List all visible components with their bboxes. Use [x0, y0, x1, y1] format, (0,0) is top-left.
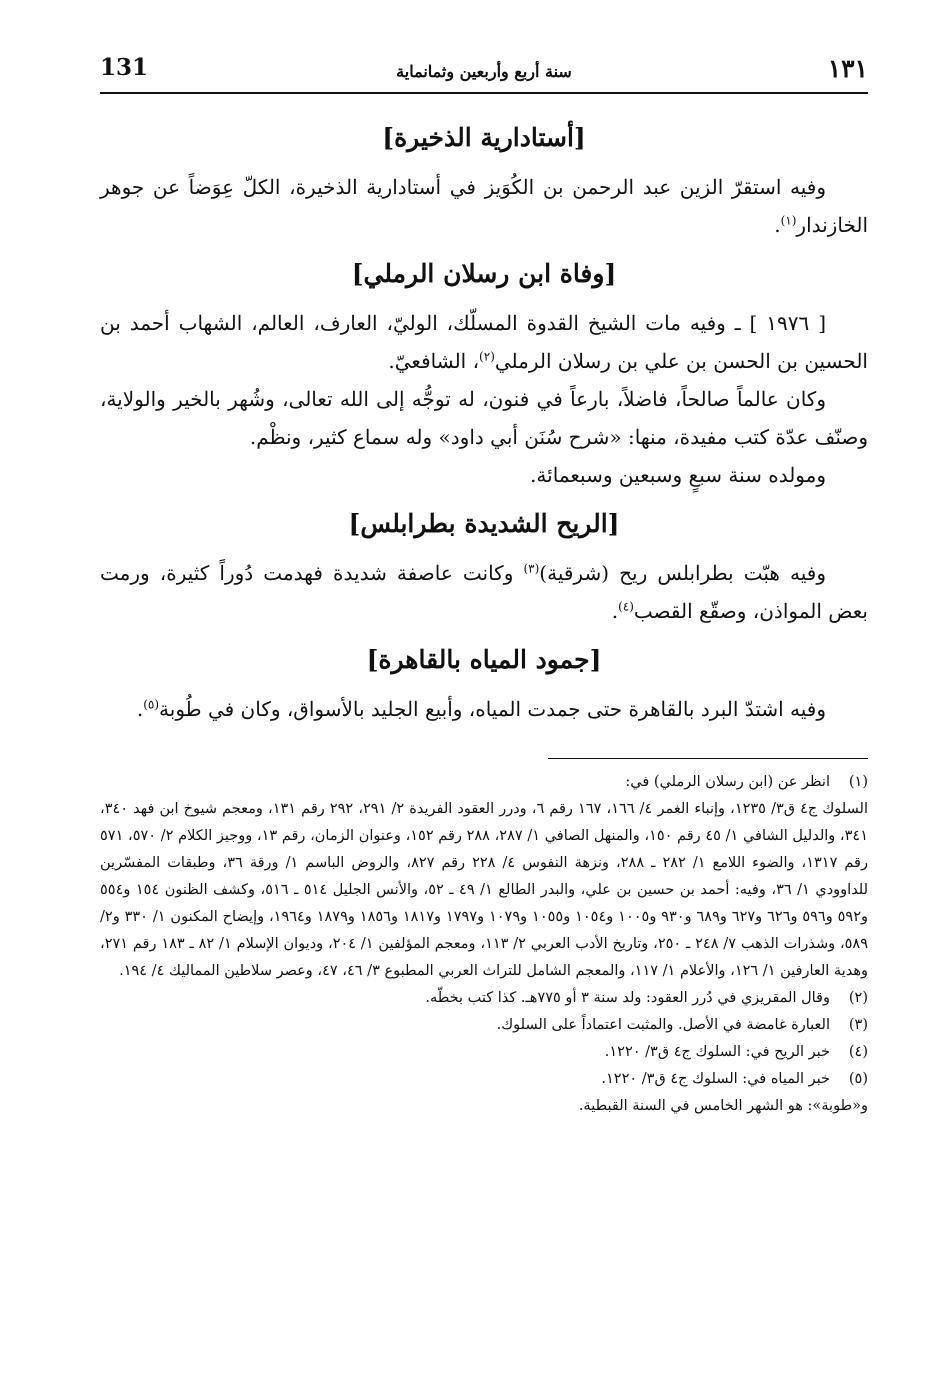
footnote-number: (١): [848, 774, 868, 790]
section-heading: [وفاة ابن رسلان الرملي]: [351, 259, 617, 288]
section-heading: [أستادارية الذخيرة]: [382, 123, 586, 152]
footnote-number: (٤): [848, 1044, 868, 1060]
footnote-text: خبر الريح في: السلوك ج٤ ق٣/ ١٢٢٠.: [604, 1044, 830, 1060]
footnote: [100, 985, 868, 1012]
paragraph: [ ١٩٧٦ ] ـ وفيه مات الشيخ القدوة المسلّك، الوليّ، العارف، العالم، الشهاب أحمد بن الحسين بن الحسن بن علي بن رسلان الرملي$^{(٢)}$، الشافعيّ.: [100, 311, 868, 373]
footnote-text: السلوك ج٤ ق٣/ ١٢٣٥، وإنباء الغمر ٤/ ١٦٦، ١٦٧ رقم ٦، ودرر العقود الفريدة ٢/ ٢٩١، ٢٩٢ رقم ١٣١، ومعجم شيوخ ابن فهد ٣٤٠، ٣٤١، والدليل الشافي ١/ ٤٥ رقم ١٥٠، والمنهل الصافي ١/ ٢٨٧، ٢٨٨ رقم ١٥٢، وعنوان الزمان، رقم ١٣، ووجيز الكلام ٢/ ٥٧٠، ٥٧١ رقم ١٣١٧، والضوء اللامع ١/ ٢٨٢ ـ ٢٨٨، ونزهة النفوس ٤/ ٢٢٨ رقم ٨٢٧، والروض الباسم ١/ ورقة ٣٦، وطبقات المفسّرين للداوودي ١/ ٣٦، وفيه: أحمد بن حسين بن علي، والبدر الطالع ١/ ٤٩ ـ ٥٢، والأنس الجليل ٥١٤ ـ ٥١٦، وكشف الظنون ١٥٤ و٥٥٤ و٥٩٢ و٥٩٦ و٦٢٦ و٦٢٧ و٦٨٩ و٩٣٠ و١٠٠٥ و١٠٥٤ و١٠٥٥ و١٠٧٩ و١٧٩٧ و١٨١٧ و١٨٥٦ و١٨٧٩ و١٩٦٤، وإيضاح المكنون ١/ ٣٣٠ و٢/ ٥٨٩، وشذرات الذهب ٧/ ٢٤٨ ـ ٢٥٠، وتاريخ الأدب العربي ٢/ ١١٣، ومعجم المؤلفين ١/ ٢٠٤، وديوان الإسلام ١/ ٨٢ ـ ١٨٣ رقم ٢٧١، وهدية العارفين ١/ ١٢٦، والأعلام ١/ ١١٧، والمعجم الشامل للتراث العربي المطبوع ٣/ ٤٦، ٤٧، وعصر سلاطين المماليك ٤/ ١٩٤.: [100, 801, 869, 979]
footnote: [100, 1012, 868, 1039]
footnote-number: (٣): [848, 1017, 868, 1033]
footnote-ref: (١): [780, 213, 797, 228]
paragraph: وفيه هبّت بطرابلس ريح (شرقية)$^{(٣)}$ وكانت عاصفة شديدة فهدمت دُوراً كثيرة، ورمت بعض المواذن، وصقّع القصب$^{(٤)}$.: [100, 561, 868, 623]
footnote-number: (٥): [848, 1071, 868, 1087]
page-header: [100, 40, 868, 94]
footnote-ref: (٣): [523, 561, 540, 576]
paragraph: ومولده سنة سبعٍ وسبعين وسبعمائة.: [530, 463, 826, 487]
paragraph: وفيه استقرّ الزين عبد الرحمن بن الكُوَيز في أستادارية الذخيرة، الكلّ عِوَضاً عن جوهر الخازندار$^{(١)}$.: [100, 175, 868, 237]
footnote-divider: [548, 758, 868, 759]
page-number-arabic: ١٣١: [827, 54, 868, 83]
footnote-number: (٢): [848, 990, 868, 1006]
paragraph: وفيه اشتدّ البرد بالقاهرة حتى جمدت المياه، وأبيع الجليد بالأسواق، وكان في طُوبة$^{(٥)}$.: [136, 697, 826, 721]
footnote: [100, 796, 868, 985]
page: [100, 40, 868, 1120]
footnote-text: و«طوبة»: هو الشهر الخامس في السنة القبطية.: [578, 1098, 868, 1114]
footnote: [100, 1039, 868, 1066]
footnotes: [100, 769, 868, 1120]
footnote-ref: (٤): [618, 599, 634, 614]
footnote: [100, 1093, 868, 1120]
page-number-latin: 131: [100, 54, 149, 81]
running-title: سنة أربع وأربعين وثمانماية: [396, 62, 572, 81]
section-heading: [الريح الشديدة بطرابلس]: [348, 509, 620, 538]
footnote-text: وقال المقريزي في دُرر العقود: ولد سنة ٣ أو ٧٧٥هـ. كذا كتب بخطّه.: [425, 990, 830, 1006]
footnote-text: خبر المياه في: السلوك ج٤ ق٣/ ١٢٢٠.: [601, 1071, 830, 1087]
footnote: [100, 769, 868, 796]
footnote-ref: (٥): [143, 697, 160, 712]
footnote-text: انظر عن (ابن رسلان الرملي) في:: [625, 774, 830, 790]
footnote: [100, 1066, 868, 1093]
section-heading: [جمود المياه بالقاهرة]: [366, 645, 602, 674]
paragraph: وكان عالماً صالحاً، فاضلاً، بارعاً في فنون، له توجُّه إلى الله تعالى، وشُهر بالخير والولاية، وصنّف عدّة كتب مفيدة، منها: «شرح سُنَن أبي داود» وله سماع كثير، ونظْم.: [100, 387, 868, 449]
footnote-text: العبارة غامضة في الأصل. والمثبت اعتماداً على السلوك.: [496, 1017, 830, 1033]
footnote-ref: (٢): [479, 349, 495, 364]
